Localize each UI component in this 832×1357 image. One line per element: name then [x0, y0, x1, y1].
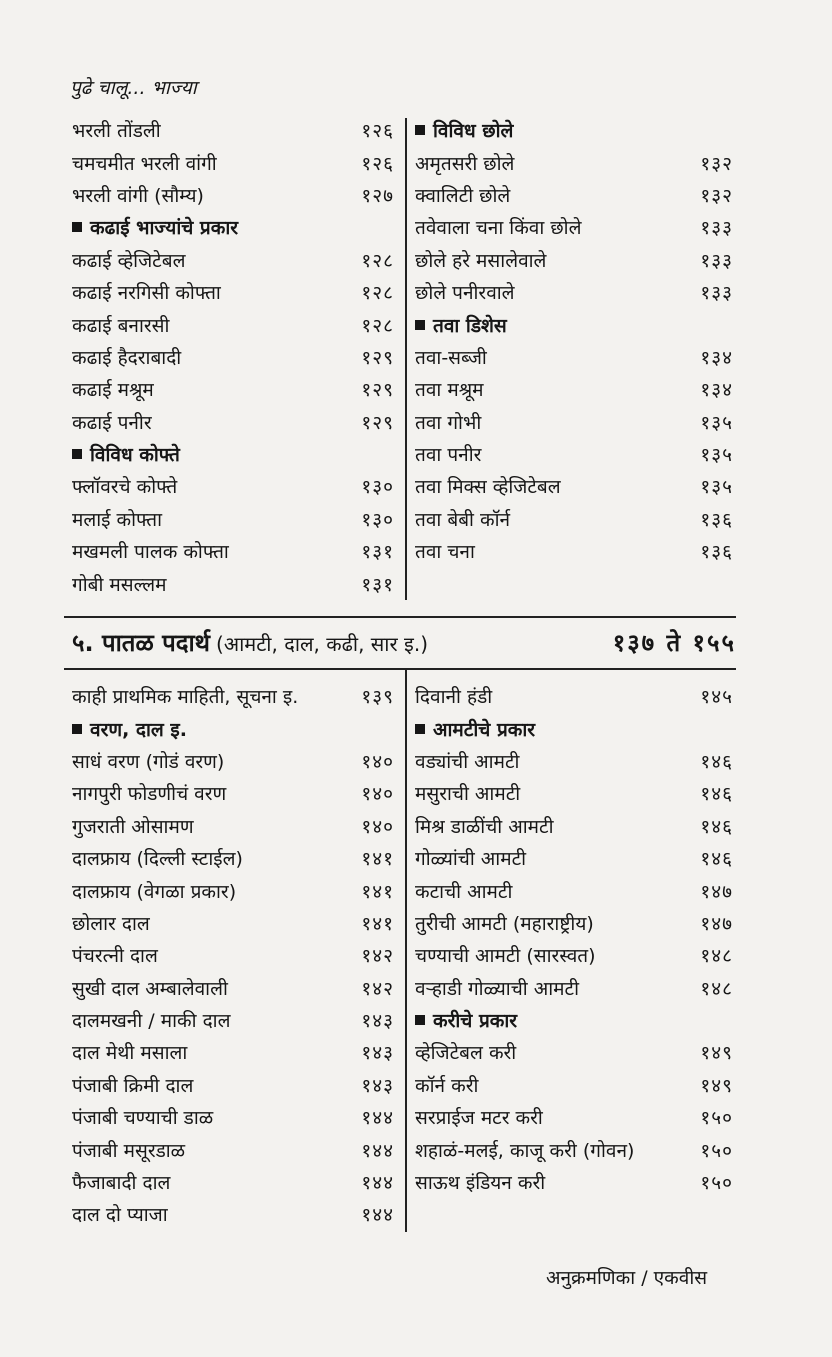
- entry-page-number: १४०: [361, 750, 394, 773]
- entry-title: दालमखनी / माकी दाल: [72, 1010, 231, 1033]
- section-label: आमटीचे प्रकार: [433, 718, 536, 741]
- toc-entry: [415, 1101, 733, 1133]
- entry-page-number: १३१: [361, 573, 394, 596]
- entry-title: तवा चना: [415, 541, 475, 564]
- entry-title: नागपुरी फोडणीचं वरण: [72, 783, 227, 806]
- toc-entry: [415, 972, 733, 1004]
- entry-page-number: १३४: [700, 346, 733, 369]
- toc-entry: [415, 1036, 733, 1068]
- entry-page-number: १३२: [700, 152, 733, 175]
- entry-page-number: १२९: [361, 346, 394, 369]
- entry-page-number: १२७: [361, 184, 394, 207]
- toc-entry: [72, 777, 394, 809]
- bullet-square-icon: [415, 724, 425, 734]
- entry-page-number: १५०: [700, 1107, 733, 1130]
- toc-entry: [415, 341, 733, 373]
- toc-entry: [415, 680, 733, 712]
- entry-page-number: १४४: [361, 1107, 394, 1130]
- entry-title: छोले हरे मसालेवाले: [415, 249, 547, 272]
- entry-page-number: १४३: [361, 1042, 394, 1065]
- entry-title: मखमली पालक कोफ्ता: [72, 541, 229, 564]
- toc-entry: [415, 874, 733, 906]
- toc-entry: [72, 503, 394, 535]
- section-heading: [72, 438, 394, 470]
- entry-title: पंचरत्नी दाल: [72, 945, 158, 968]
- section-label: तवा डिशेस: [433, 314, 507, 337]
- toc-entry: [415, 777, 733, 809]
- toc-entry: [72, 341, 394, 373]
- bullet-square-icon: [415, 125, 425, 135]
- entry-title: फैजाबादी दाल: [72, 1172, 171, 1195]
- entry-page-number: १४०: [361, 783, 394, 806]
- entry-title: कढाई नरगिसी कोफ्ता: [72, 282, 221, 305]
- entry-title: मिश्र डाळींची आमटी: [415, 815, 554, 838]
- toc-entry: [415, 179, 733, 211]
- entry-page-number: १४६: [700, 783, 733, 806]
- entry-page-number: १२९: [361, 379, 394, 402]
- entry-page-number: १४४: [361, 1204, 394, 1227]
- entry-page-number: १४८: [700, 945, 733, 968]
- entry-title: दाल दो प्याजा: [72, 1204, 168, 1227]
- toc-entry: [415, 373, 733, 405]
- toc-entry: [72, 1004, 394, 1036]
- entry-page-number: १३६: [700, 508, 733, 531]
- section-label: वरण, दाल इ.: [90, 718, 187, 741]
- entry-page-number: १२९: [361, 411, 394, 434]
- bullet-square-icon: [72, 724, 82, 734]
- entry-page-number: १४०: [361, 815, 394, 838]
- entry-page-number: १४३: [361, 1074, 394, 1097]
- entry-title: तवा बेबी कॉर्न: [415, 508, 511, 531]
- entry-title: साऊथ इंडियन करी: [415, 1172, 546, 1195]
- entry-title: मसुराची आमटी: [415, 783, 521, 806]
- toc-entry: [415, 276, 733, 308]
- toc-entry: [72, 745, 394, 777]
- entry-page-number: १३५: [700, 444, 733, 467]
- entry-title: गोबी मसल्लम: [72, 573, 167, 596]
- toc-entry: [72, 810, 394, 842]
- section-heading: [415, 1004, 733, 1036]
- chapter-subtitle: (आमटी, दाल, कढी, सार इ.): [216, 631, 429, 656]
- entry-page-number: १५०: [700, 1172, 733, 1195]
- column-divider-top: [405, 118, 407, 600]
- entry-title: अमृतसरी छोले: [415, 152, 515, 175]
- entry-title: क्वालिटी छोले: [415, 184, 511, 207]
- toc-entry: [415, 244, 733, 276]
- entry-page-number: १३३: [700, 282, 733, 305]
- entry-title: व्हेजिटेबल करी: [415, 1042, 517, 1065]
- toc-entry: [415, 1133, 733, 1165]
- toc-entry: [72, 406, 394, 438]
- running-head: पुढे चालू... भाज्या: [70, 77, 197, 99]
- toc-entry: [72, 874, 394, 906]
- toc-entry: [415, 1166, 733, 1198]
- section-label: विविध छोले: [433, 120, 514, 143]
- entry-title: शहाळं-मलई, काजू करी (गोवन): [415, 1139, 635, 1162]
- entry-page-number: १४१: [361, 848, 394, 871]
- toc-entry: [415, 939, 733, 971]
- entry-page-number: १२८: [361, 282, 394, 305]
- section-heading: [415, 712, 733, 744]
- entry-page-number: १४२: [361, 977, 394, 1000]
- toc-entry: [72, 1198, 394, 1230]
- entry-title: गुजराती ओसामण: [72, 815, 194, 838]
- entry-title: गोळ्यांची आमटी: [415, 848, 527, 871]
- toc-entry: [72, 1036, 394, 1068]
- entry-page-number: १४९: [700, 1074, 733, 1097]
- entry-title: भरली तोंडली: [72, 120, 161, 143]
- entry-page-number: १३०: [361, 508, 394, 531]
- toc-column-bottom-right: [415, 680, 733, 1198]
- entry-title: तवा-सब्जी: [415, 346, 487, 369]
- entry-page-number: १३५: [700, 411, 733, 434]
- entry-page-number: १४१: [361, 880, 394, 903]
- toc-entry: [72, 907, 394, 939]
- entry-title: तवेवाला चना किंवा छोले: [415, 217, 582, 240]
- toc-entry: [72, 308, 394, 340]
- bullet-square-icon: [415, 1015, 425, 1025]
- entry-title: पंजाबी क्रिमी दाल: [72, 1074, 194, 1097]
- entry-title: पंजाबी चण्याची डाळ: [72, 1107, 214, 1130]
- entry-title: तवा मश्रूम: [415, 379, 484, 402]
- entry-page-number: १४९: [700, 1042, 733, 1065]
- entry-page-number: १४६: [700, 848, 733, 871]
- entry-title: वऱ्हाडी गोळ्याची आमटी: [415, 977, 580, 1000]
- page-footer: अनुक्रमणिका / एकवीस: [546, 1267, 708, 1289]
- entry-page-number: १४२: [361, 945, 394, 968]
- toc-entry: [72, 1133, 394, 1165]
- entry-title: कॉर्न करी: [415, 1074, 479, 1097]
- toc-entry: [415, 503, 733, 535]
- chapter-rule-top: [64, 616, 736, 618]
- entry-title: सरप्राईज मटर करी: [415, 1107, 543, 1130]
- entry-page-number: १४८: [700, 977, 733, 1000]
- toc-entry: [415, 211, 733, 243]
- entry-title: तवा पनीर: [415, 444, 482, 467]
- entry-title: छोलार दाल: [72, 912, 150, 935]
- chapter-page-range: १३७ ते १५५: [612, 628, 736, 657]
- toc-entry: [72, 244, 394, 276]
- entry-page-number: १४१: [361, 912, 394, 935]
- entry-page-number: १४३: [361, 1010, 394, 1033]
- entry-title: दालफ्राय (दिल्ली स्टाईल): [72, 848, 243, 871]
- toc-entry: [415, 907, 733, 939]
- toc-entry: [72, 470, 394, 502]
- entry-title: काही प्राथमिक माहिती, सूचना इ.: [72, 686, 299, 709]
- entry-title: पंजाबी मसूरडाळ: [72, 1139, 186, 1162]
- entry-page-number: १३१: [361, 541, 394, 564]
- entry-title: चमचमीत भरली वांगी: [72, 152, 217, 175]
- entry-page-number: १४७: [700, 912, 733, 935]
- entry-page-number: १३९: [361, 686, 394, 709]
- toc-entry: [72, 842, 394, 874]
- column-divider-bottom: [405, 670, 407, 1232]
- toc-entry: [72, 567, 394, 599]
- entry-page-number: १३२: [700, 184, 733, 207]
- chapter-title: ५. पातळ पदार्थ: [72, 628, 211, 657]
- toc-entry: [415, 1069, 733, 1101]
- entry-page-number: १३३: [700, 249, 733, 272]
- entry-title: भरली वांगी (सौम्य): [72, 184, 204, 207]
- entry-title: कढाई पनीर: [72, 411, 152, 434]
- toc-entry: [72, 939, 394, 971]
- entry-title: कढाई व्हेजिटेबल: [72, 249, 186, 272]
- chapter-heading: [72, 620, 736, 664]
- entry-title: दाल मेथी मसाला: [72, 1042, 188, 1065]
- section-heading: [72, 712, 394, 744]
- toc-entry: [415, 535, 733, 567]
- entry-page-number: १४४: [361, 1172, 394, 1195]
- toc-entry: [72, 114, 394, 146]
- entry-title: कढाई बनारसी: [72, 314, 170, 337]
- entry-page-number: १४५: [700, 686, 733, 709]
- entry-title: दिवानी हंडी: [415, 686, 493, 709]
- bullet-square-icon: [415, 320, 425, 330]
- toc-entry: [72, 179, 394, 211]
- toc-entry: [415, 745, 733, 777]
- toc-entry: [72, 373, 394, 405]
- toc-entry: [72, 276, 394, 308]
- section-heading: [72, 211, 394, 243]
- entry-title: तुरीची आमटी (महाराष्ट्रीय): [415, 912, 594, 935]
- entry-page-number: १२६: [361, 120, 394, 143]
- entry-title: तवा गोभी: [415, 411, 482, 434]
- toc-entry: [415, 810, 733, 842]
- entry-title: छोले पनीरवाले: [415, 282, 515, 305]
- entry-title: साधं वरण (गोडं वरण): [72, 750, 225, 773]
- entry-title: चण्याची आमटी (सारस्वत): [415, 945, 596, 968]
- section-label: करीचे प्रकार: [433, 1010, 518, 1033]
- toc-entry: [415, 406, 733, 438]
- entry-page-number: १२६: [361, 152, 394, 175]
- section-label: कढाई भाज्यांचे प्रकार: [90, 217, 239, 240]
- entry-title: वड्यांची आमटी: [415, 750, 520, 773]
- section-heading: [415, 308, 733, 340]
- toc-column-top-left: [72, 114, 394, 600]
- entry-title: दालफ्राय (वेगळा प्रकार): [72, 880, 237, 903]
- entry-page-number: १४६: [700, 815, 733, 838]
- toc-column-top-right: [415, 114, 733, 567]
- entry-title: सुखी दाल अम्बालेवाली: [72, 977, 228, 1000]
- entry-title: मलाई कोफ्ता: [72, 508, 163, 531]
- toc-entry: [72, 1069, 394, 1101]
- toc-entry: [415, 438, 733, 470]
- bullet-square-icon: [72, 222, 82, 232]
- toc-entry: [72, 972, 394, 1004]
- entry-page-number: १३०: [361, 476, 394, 499]
- section-heading: [415, 114, 733, 146]
- bullet-square-icon: [72, 449, 82, 459]
- entry-title: तवा मिक्स व्हेजिटेबल: [415, 476, 561, 499]
- toc-entry: [72, 1101, 394, 1133]
- entry-title: कढाई हैदराबादी: [72, 346, 182, 369]
- entry-page-number: १४६: [700, 750, 733, 773]
- entry-page-number: १५०: [700, 1139, 733, 1162]
- entry-page-number: १३५: [700, 476, 733, 499]
- entry-page-number: १४७: [700, 880, 733, 903]
- entry-page-number: १२८: [361, 314, 394, 337]
- entry-page-number: १४४: [361, 1139, 394, 1162]
- entry-title: फ्लॉवरचे कोफ्ते: [72, 476, 178, 499]
- entry-page-number: १२८: [361, 249, 394, 272]
- toc-column-bottom-left: [72, 680, 394, 1231]
- entry-page-number: १३३: [700, 217, 733, 240]
- entry-page-number: १३४: [700, 379, 733, 402]
- toc-entry: [415, 146, 733, 178]
- toc-entry: [72, 1166, 394, 1198]
- toc-entry: [72, 535, 394, 567]
- toc-entry: [72, 146, 394, 178]
- toc-entry: [415, 470, 733, 502]
- toc-entry: [72, 680, 394, 712]
- entry-title: कटाची आमटी: [415, 880, 513, 903]
- entry-title: कढाई मश्रूम: [72, 379, 154, 402]
- chapter-rule-bottom: [64, 668, 736, 670]
- toc-entry: [415, 842, 733, 874]
- entry-page-number: १३६: [700, 541, 733, 564]
- section-label: विविध कोफ्ते: [90, 444, 180, 467]
